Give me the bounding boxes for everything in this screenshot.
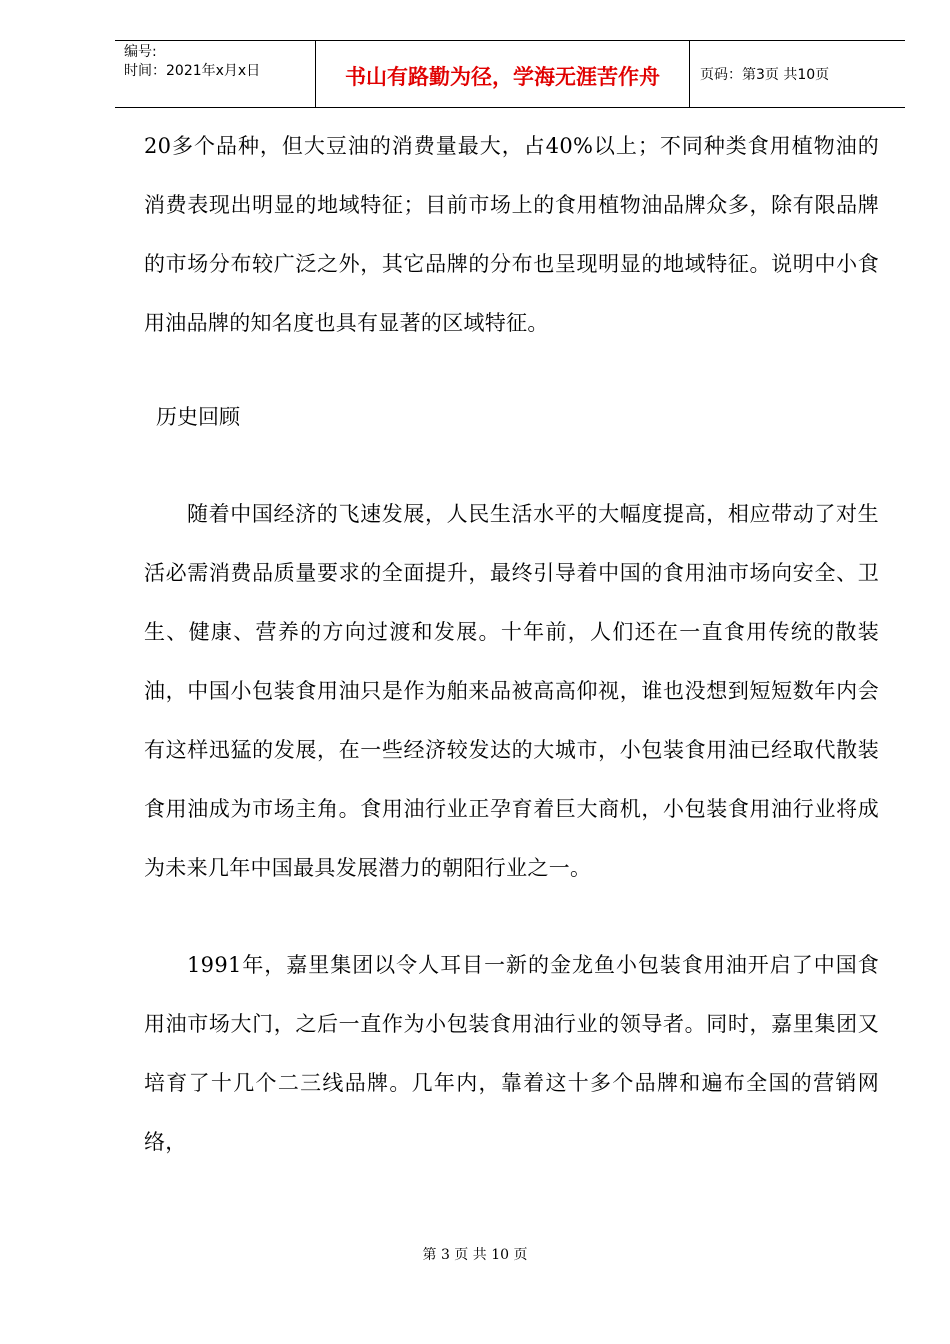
header-page-cell <box>690 41 905 107</box>
section-heading: 历史回顾 <box>156 405 240 429</box>
page-header <box>115 40 905 108</box>
page-footer: 第 3 页 共 10 页 <box>422 1247 528 1263</box>
spacer <box>144 353 879 388</box>
spacer <box>144 447 879 485</box>
document-body <box>144 117 879 1172</box>
header-meta-cell <box>115 41 316 107</box>
page-info: 页码：第3页 共10页 <box>700 67 830 83</box>
motto-text: 书山有路勤为径，学海无涯苦作舟 <box>345 65 660 89</box>
serial-label: 编号: <box>124 44 157 60</box>
paragraph-1: 20多个品种，但大豆油的消费量最大，占40%以上；不同种类食用植物油的消费表现出明显的地域特征；目前市场上的食用植物油品牌众多，除有限品牌的市场分布较广泛之外，其它品牌的分布也呈现明显的地域特征。说明中小食用油品牌的知名度也具有显著的区域特征。 <box>144 134 879 335</box>
time-label: 时间：2021年x月x日 <box>124 63 261 79</box>
header-motto-cell <box>316 41 690 107</box>
paragraph-2: 随着中国经济的飞速发展，人民生活水平的大幅度提高，相应带动了对生活必需消费品质量要求的全面提升，最终引导着中国的食用油市场向安全、卫生、健康、营养的方向过渡和发展。十年前，人们还在一直食用传统的散装油，中国小包装食用油只是作为舶来品被高高仰视，谁也没想到短短数年内会有这样迅猛的发展，在一些经济较发达的大城市，小包装食用油已经取代散装食用油成为市场主角。食用油行业正孕育着巨大商机，小包装食用油行业将成为未来几年中国最具发展潜力的朝阳行业之一。 <box>144 502 879 880</box>
paragraph-3: 1991年，嘉里集团以令人耳目一新的金龙鱼小包装食用油开启了中国食用油市场大门，之后一直作为小包装食用油行业的领导者。同时，嘉里集团又培育了十几个二三线品牌。几年内，靠着这十多个品牌和遍布全国的营销网络， <box>144 953 879 1154</box>
spacer <box>144 898 879 936</box>
